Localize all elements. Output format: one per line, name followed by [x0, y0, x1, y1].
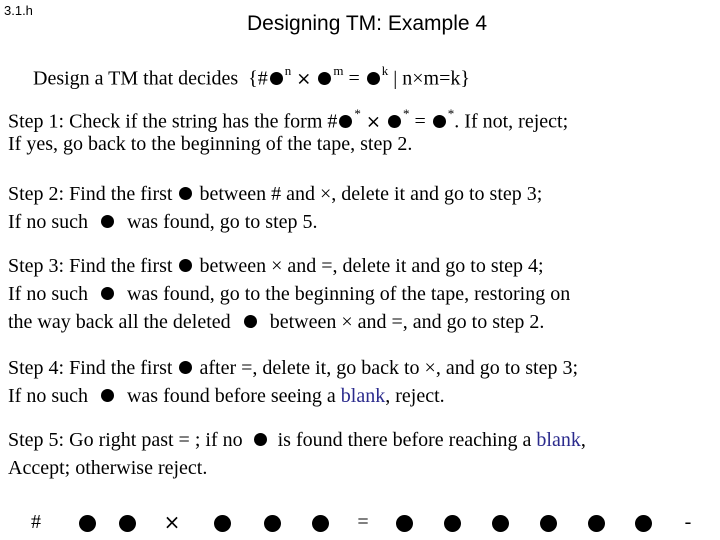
- step4-label: Step 4:: [8, 357, 65, 379]
- tape-dot-icon: [443, 510, 461, 534]
- tape-dot-icon: [395, 510, 413, 534]
- tape-symbol: #: [31, 511, 41, 533]
- equals-symbol: =: [348, 67, 360, 90]
- step4-line2-text-mid: was found before seeing a: [126, 385, 336, 407]
- tape-dot-icon: [634, 510, 652, 534]
- blank-term: blank: [536, 429, 581, 451]
- step3-line3-text-end: between × and =, and go to step 2.: [269, 311, 545, 333]
- step1-line2: If yes, go back to the beginning of the tape, step 2.: [8, 133, 413, 155]
- language-prefix: Design a TM that decides: [33, 67, 239, 90]
- tape-dot-icon: [118, 510, 136, 534]
- language-condition: | n×m=k}: [393, 67, 470, 90]
- dot-symbol-icon: [635, 515, 652, 532]
- language-definition: [33, 59, 470, 94]
- kleene-star: *: [403, 106, 410, 121]
- step1-text-end: . If not, reject;: [454, 110, 569, 133]
- dot-symbol-icon: [79, 515, 96, 532]
- step5-text-end: ,: [580, 429, 586, 451]
- step1-label: Step 1:: [8, 110, 65, 133]
- tape-dot-icon: [78, 510, 96, 534]
- step3-line3: [8, 308, 544, 336]
- step4-text: Find the first: [69, 357, 173, 379]
- step5-line1: [8, 426, 586, 454]
- step5-text-mid: is found there before reaching a: [277, 429, 532, 451]
- step4-text-end: after =, delete it, go back to ×, and go to step 3;: [199, 357, 579, 379]
- dot-symbol-icon: [270, 72, 283, 85]
- step5-line2: Accept; otherwise reject.: [8, 457, 208, 479]
- dot-symbol-icon: [367, 72, 380, 85]
- step3-text-end: between × and =, delete it and go to step 4;: [199, 255, 544, 277]
- slide-title: Designing TM: Example 4: [247, 12, 488, 35]
- step4-line2-text-end: , reject.: [385, 385, 445, 407]
- tape-symbol: ×: [163, 510, 181, 534]
- step2-line2-text-end: was found, go to step 5.: [126, 211, 318, 233]
- step2-text-end: between # and ×, delete it and go to step 3;: [199, 183, 543, 205]
- times-symbol: ×: [365, 111, 381, 133]
- dot-symbol-icon: [433, 115, 446, 128]
- step2-line2-text: If no such: [8, 211, 88, 233]
- step5-text: Go right past = ; if no: [69, 429, 243, 451]
- dot-symbol-icon: [214, 515, 231, 532]
- step3-line3-text: the way back all the deleted: [8, 311, 231, 333]
- dot-symbol-icon: [254, 433, 267, 446]
- dot-symbol-icon: [179, 259, 192, 272]
- tape-dot-icon: [263, 510, 281, 534]
- exponent-k: k: [381, 63, 389, 78]
- dot-symbol-icon: [492, 515, 509, 532]
- tape-dot-icon: [587, 510, 605, 534]
- dot-symbol-icon: [588, 515, 605, 532]
- dot-symbol-icon: [396, 515, 413, 532]
- step2-line2: [8, 208, 318, 236]
- slide-number: 3.1.h: [4, 3, 33, 18]
- step4-line2: [8, 382, 445, 410]
- dot-symbol-icon: [179, 361, 192, 374]
- step5-label: Step 5:: [8, 429, 65, 451]
- dot-symbol-icon: [540, 515, 557, 532]
- step2-text: Find the first: [69, 183, 173, 205]
- step3-line1: [8, 252, 544, 280]
- kleene-star: *: [447, 106, 455, 121]
- exponent-n: n: [284, 63, 292, 78]
- step3-line2-text-end: was found, go to the beginning of the tape, restoring on: [126, 283, 571, 305]
- step3-text: Find the first: [69, 255, 173, 277]
- dot-symbol-icon: [119, 515, 136, 532]
- kleene-star: *: [354, 106, 361, 121]
- dot-symbol-icon: [444, 515, 461, 532]
- step4-line2-text: If no such: [8, 385, 88, 407]
- step2-label: Step 2:: [8, 183, 65, 205]
- tape-dot-icon: [539, 510, 557, 534]
- dot-symbol-icon: [388, 115, 401, 128]
- step1-text: Check if the string has the form #: [69, 110, 338, 133]
- tape-dot-icon: [311, 510, 329, 534]
- equals-symbol: =: [414, 110, 426, 133]
- dot-symbol-icon: [179, 187, 192, 200]
- step4-line1: [8, 354, 578, 382]
- step3-label: Step 3:: [8, 255, 65, 277]
- times-symbol: ×: [296, 68, 312, 90]
- dot-symbol-icon: [339, 115, 352, 128]
- dot-symbol-icon: [312, 515, 329, 532]
- dot-symbol-icon: [101, 389, 114, 402]
- blank-term: blank: [340, 385, 386, 407]
- tape-dot-icon: [213, 510, 231, 534]
- dot-symbol-icon: [101, 287, 114, 300]
- set-open: {#: [248, 67, 268, 90]
- dot-symbol-icon: [101, 215, 114, 228]
- step3-line2: [8, 280, 570, 308]
- dot-symbol-icon: [244, 315, 257, 328]
- dot-symbol-icon: [318, 72, 331, 85]
- exponent-m: m: [333, 63, 344, 78]
- tape-symbol: =: [357, 511, 369, 533]
- tape-dot-icon: [491, 510, 509, 534]
- step2-line1: [8, 180, 542, 208]
- dot-symbol-icon: [264, 515, 281, 532]
- step3-line2-text: If no such: [8, 283, 88, 305]
- tape-symbol: -: [684, 511, 692, 533]
